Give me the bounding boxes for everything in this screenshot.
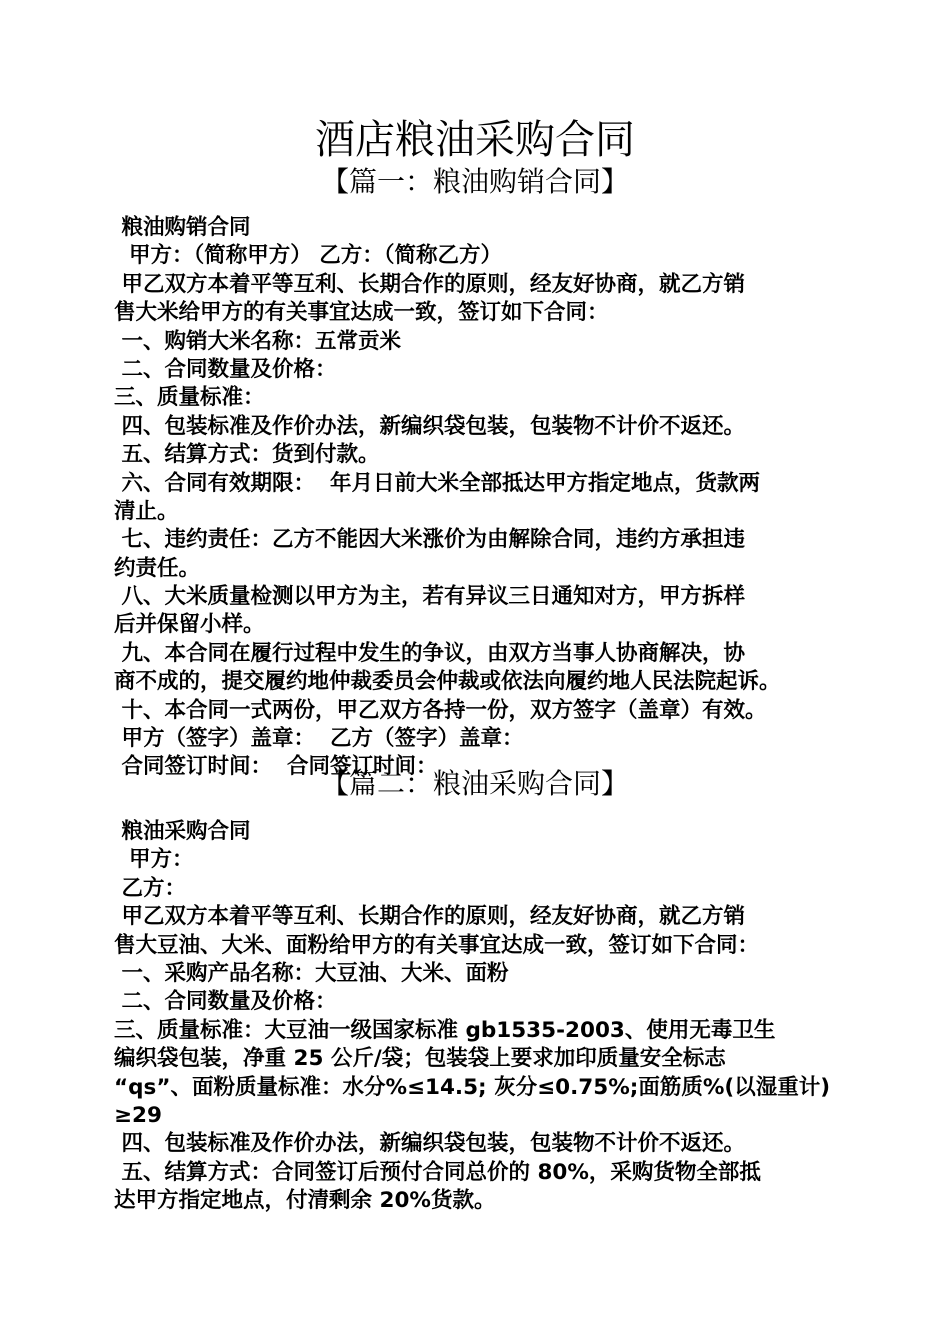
contract-line: 甲方： bbox=[114, 847, 194, 873]
contract-line: 七、违约责任：乙方不能因大米涨价为由解除合同，违约方承担违 bbox=[114, 527, 745, 553]
contract-line: 四、包装标准及作价办法，新编织袋包装，包装物不计价不返还。 bbox=[114, 1131, 745, 1157]
signing-date-line: 合同签订时间： 合同签订时间： bbox=[114, 754, 438, 780]
contract-line: 四、包装标准及作价办法，新编织袋包装，包装物不计价不返还。 bbox=[114, 413, 745, 439]
contract-line: 甲乙双方本着平等互利、长期合作的原则，经友好协商，就乙方销 bbox=[114, 271, 745, 297]
contract-line: 八、大米质量检测以甲方为主，若有异议三日通知对方，甲方拆样 bbox=[114, 584, 745, 610]
contract-line: 乙方： bbox=[114, 875, 186, 901]
contract-line: 售大豆油、大米、面粉给甲方的有关事宜达成一致，签订如下合同： bbox=[114, 932, 760, 958]
contract-line: 编织袋包装，净重 25 公斤/袋；包装袋上要求加印质量安全标志 bbox=[114, 1046, 726, 1072]
contract-line: 二、合同数量及价格： bbox=[114, 356, 337, 382]
contract-line: 粮油购销合同 bbox=[114, 215, 251, 240]
contract-line: 三、质量标准：大豆油一级国家标准 gb1535-2003、使用无毒卫生 bbox=[114, 1017, 776, 1043]
contract-line: 十、本合同一式两份，甲乙双方各持一份，双方签字（盖章）有效。 bbox=[114, 697, 767, 723]
contract-line: 五、结算方式：合同签订后预付合同总价的 80%，采购货物全部抵 bbox=[114, 1159, 761, 1185]
section-2-heading: 【篇二：粮油采购合同】 bbox=[320, 767, 629, 800]
contract-line: “qs”、面粉质量标准：水分%≤14.5; 灰分≤0.75%;面筋质%(以湿重计) bbox=[114, 1074, 831, 1100]
contract-line: 甲方：（简称甲方） 乙方：（简称乙方） bbox=[114, 243, 502, 269]
contract-line: 售大米给甲方的有关事宜达成一致，签订如下合同： bbox=[114, 300, 609, 326]
contract-line: 六、合同有效期限： 年月日前大米全部抵达甲方指定地点，货款两 bbox=[114, 470, 760, 496]
contract-line: 一、购销大米名称：五常贡米 bbox=[114, 328, 401, 354]
contract-line: ≥29 bbox=[114, 1102, 162, 1128]
section-1-heading: 【篇一：粮油购销合同】 bbox=[320, 165, 629, 198]
contract-line: 二、合同数量及价格： bbox=[114, 989, 337, 1015]
contract-line: 三、质量标准： bbox=[114, 385, 265, 411]
contract-line: 商不成的，提交履约地仲裁委员会仲裁或依法向履约地人民法院起诉。 bbox=[114, 669, 781, 695]
section-2-body bbox=[114, 818, 854, 1215]
contract-line: 达甲方指定地点，付清剩余 20%货款。 bbox=[114, 1188, 496, 1214]
section-1-body bbox=[114, 214, 854, 782]
contract-line: 粮油采购合同 bbox=[114, 819, 251, 844]
contract-line: 约责任。 bbox=[114, 555, 201, 581]
contract-line: 后并保留小样。 bbox=[114, 612, 265, 638]
contract-line: 一、采购产品名称：大豆油、大米、面粉 bbox=[114, 960, 509, 986]
signature-line: 甲方（签字）盖章： 乙方（签字）盖章： bbox=[114, 726, 524, 752]
contract-line: 清止。 bbox=[114, 498, 179, 524]
contract-line: 九、本合同在履行过程中发生的争议，由双方当事人协商解决，协 bbox=[114, 640, 745, 666]
document-title: 酒店粮油采购合同 bbox=[315, 117, 635, 163]
contract-line: 五、结算方式：货到付款。 bbox=[114, 442, 380, 468]
contract-line: 甲乙双方本着平等互利、长期合作的原则，经友好协商，就乙方销 bbox=[114, 904, 745, 930]
